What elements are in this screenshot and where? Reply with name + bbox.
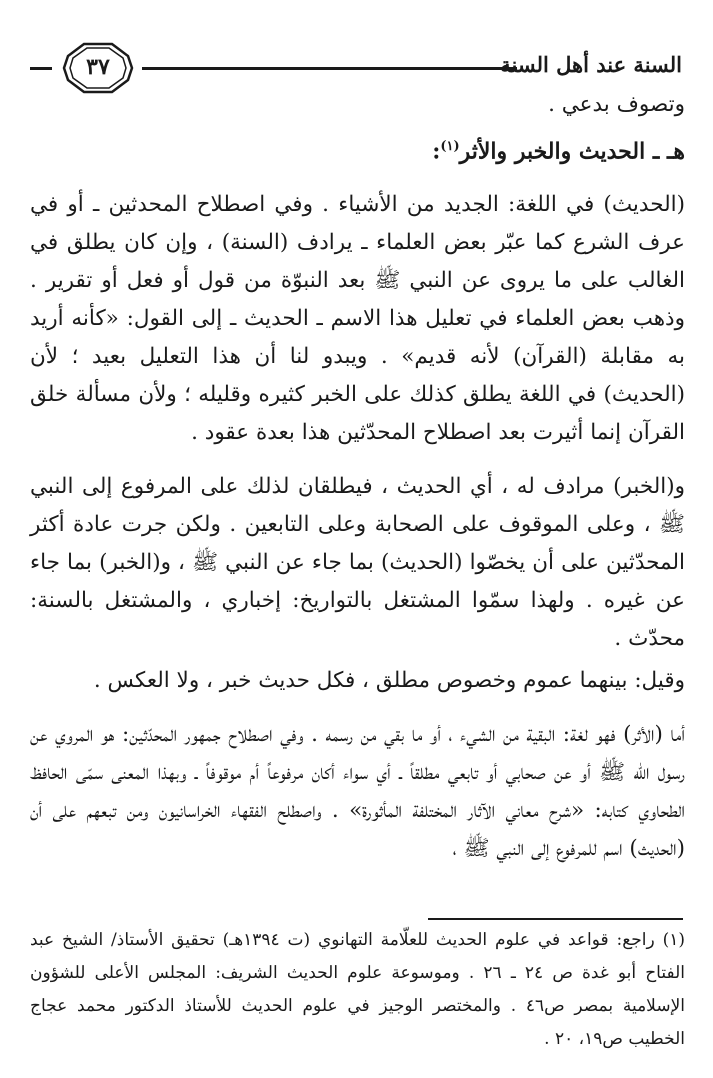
main-text	[30, 86, 685, 884]
section-heading-colon: :	[432, 138, 441, 165]
paragraph-khabar: و(الخبر) مرادف له ، أي الحديث ، فيطلقان لذلك على المرفوع إلى النبي ﷺ ، وعلى الموقوف على الصحابة وعلى التابعين . ولكن جرت عادة أكثر المحدّثين على أن يخصّوا (الحديث) بما جاء عن النبي ﷺ ، و(الخبر) بما جاء عن غيره . ولهذا سمّوا المشتغل بالتواريخ: إخباري ، والمشتغل بالسنة: محدّث .	[30, 474, 685, 652]
paragraph-hadith: (الحديث) في اللغة: الجديد من الأشياء . وفي اصطلاح المحدثين ـ أو في عرف الشرع كما عبّر بعض العلماء ـ يرادف (السنة) ، وإن كان يطلق في الغالب على ما يروى عن النبي ﷺ بعد النبوّة من قول أو فعل أو تقرير . وذهب بعض العلماء في تعليل هذا الاسم ـ الحديث ـ إلى القول: «كأنه أريد به مقابلة (القرآن) لأنه قديم» . ويبدو لنا أن هذا التعليل بعيد ؛ لأن (الحديث) في اللغة يطلق كذلك على الخبر كثيره وقليله ؛ ولأن مسألة خلق القرآن إنما أثيرت بعد اصطلاح المحدّثين هذا بعدة عقود .	[30, 192, 685, 446]
running-head: السنة عند أهل السنة	[500, 52, 682, 77]
section-heading	[30, 128, 685, 170]
footnotes	[30, 924, 685, 1056]
footnote-ref: (١)	[440, 139, 460, 154]
footnote-divider	[428, 918, 683, 920]
page-number: ٣٧	[86, 54, 110, 80]
paragraph-intro: وتصوف بدعي .	[548, 92, 685, 117]
paragraph-athar: أما (الأثر) فهو لغة: البقية من الشيء ، أو ما بقي من رسمه . وفي اصطلاح جمهور المحدّثين: هو المروي عن رسول الله ﷺ أو عن صحابي أو تابعي مطلقاً ـ أي سواء أكان مرفوعاً أم موقوفاً ـ وبهذا المعنى سمّى الحافظ الطحاوي كتابه: «شرح معاني الآثار المختلفة المأثورة» . واصطلح الفقهاء الخراسانيون ومن تبعهم على أن (الحديث) اسم للمرفوع إلى النبي ﷺ ،	[30, 722, 685, 862]
footnote-1: (١) راجع: قواعد في علوم الحديث للعلّامة التهانوي (ت ١٣٩٤هـ) تحقيق الأستاذ/ الشيخ عبد الفتاح أبو غدة ص ٢٤ ـ ٢٦ . وموسوعة علوم الحديث الشريف: المجلس الأعلى للشؤون الإسلامية بمصر ص٤٦ . والمختصر الوجيز في علوم الحديث للأستاذ الدكتور محمد عجاج الخطيب ص١٩، ٢٠ .	[30, 930, 685, 1049]
header-rule-left	[30, 67, 52, 70]
paragraph-khabar-note: وقيل: بينهما عموم وخصوص مطلق ، فكل حديث خبر ، ولا العكس .	[93, 668, 685, 694]
header-rule-right	[142, 67, 517, 70]
section-heading-text: هـ ـ الحديث والخبر والأثر	[459, 138, 685, 165]
